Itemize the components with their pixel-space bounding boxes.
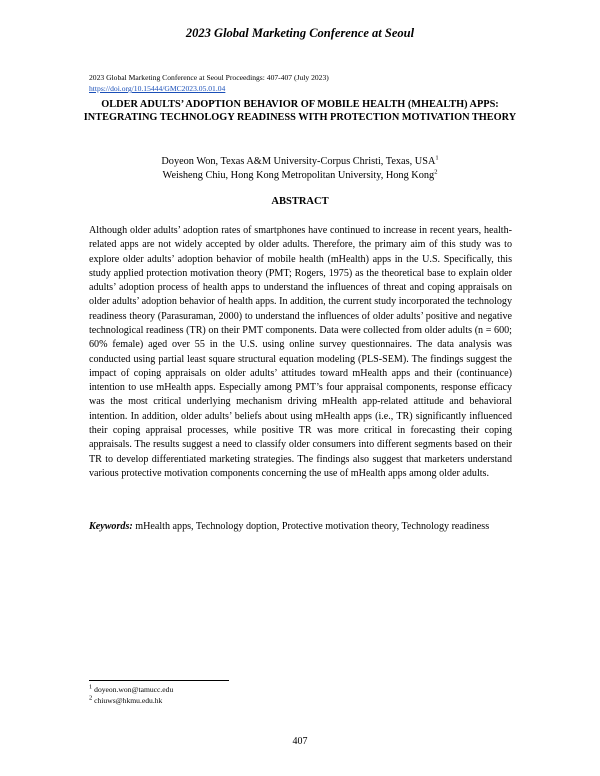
keywords-label: Keywords: [89, 521, 133, 532]
doi-link[interactable]: https://doi.org/10.15444/GMC2023.05.01.04 [89, 84, 226, 93]
abstract-body: Although older adults’ adoption rates of smartphones have continued to increase in recent years, health-related apps are not widely accepted by older adults. Therefore, the primary aim of this study was to explore older adults’ adoption behavior of mobile health (mHealth) apps in the U.S. Specifically, this study applied protection motivation theory (PMT; Rogers, 1975) as the theoretical base to explain older adults’ adoption process of health apps to understand the influences of threat and coping appraisals on older adults’ adoption behavior of health apps. In addition, the current study incorporated the technology readiness theory (Parasuraman, 2000) to understand the influences of older adults’ positive and negative technological readiness (TR) on their PMT components. Data were collected from older adults (n = 600; 60% female) aged over 55 in the U.S. using online survey questionnaires. The data analysis was conducted using partial least square structural equation modeling (PLS-SEM). The findings suggest the impact of coping appraisals on older adults’ attitudes toward mHealth apps and their (continuance) intention to use mHealth apps. Especially among PMT’s four appraisal components, response efficacy was the most critical underlying mechanism driving mHealth app-related attitude and behavioral intention. In addition, older adults’ beliefs about using mHealth apps (i.e., TR) significantly influenced their coping appraisal processes, while positive TR was more critical in forecasting their coping appraisals. The results suggest a need to classify older consumers into different segments based on their TR to develop differentiated marketing strategies. The findings also suggest that marketers understand various protective motivation components concerning the use of mHealth apps among older adults. [89, 225, 512, 479]
footnote-mark: 2 [434, 168, 438, 176]
footnote-divider [89, 680, 229, 681]
keywords-text: mHealth apps, Technology doption, Protective motivation theory, Technology readiness [132, 521, 490, 532]
footnotes [89, 684, 173, 706]
footnote-mark: 1 [435, 154, 439, 162]
footnote [89, 684, 173, 695]
author-affiliation: Doyeon Won, Texas A&M University-Corpus Christi, Texas, USA [161, 156, 436, 167]
author-affiliation: Weisheng Chiu, Hong Kong Metropolitan University, Hong Kong [162, 170, 435, 182]
page-number: 407 [292, 736, 308, 747]
abstract-heading: ABSTRACT [271, 196, 329, 207]
author-line [80, 155, 520, 169]
proceedings-citation: 2023 Global Marketing Conference at Seoul Proceedings: 407-407 (July 2023) [89, 73, 329, 82]
author-line [80, 169, 520, 183]
footnote-mark: 2 [89, 694, 93, 702]
footnote-mark: 1 [89, 683, 93, 691]
author-list [80, 155, 520, 183]
footnote-email: doyeon.won@tamucc.edu [92, 685, 174, 694]
footnote [89, 695, 173, 706]
paper-title: OLDER ADULTS’ ADOPTION BEHAVIOR OF MOBILE HEALTH (MHEALTH) APPS: INTEGRATING TECHNOLOGY READINESS WITH PROTECTION MOTIVATION THEORY [83, 99, 517, 123]
running-header: 2023 Global Marketing Conference at Seoul [185, 26, 415, 40]
keywords [89, 520, 512, 534]
proceedings-info [89, 72, 329, 94]
footnote-email: chiuws@hkmu.edu.hk [92, 696, 163, 705]
